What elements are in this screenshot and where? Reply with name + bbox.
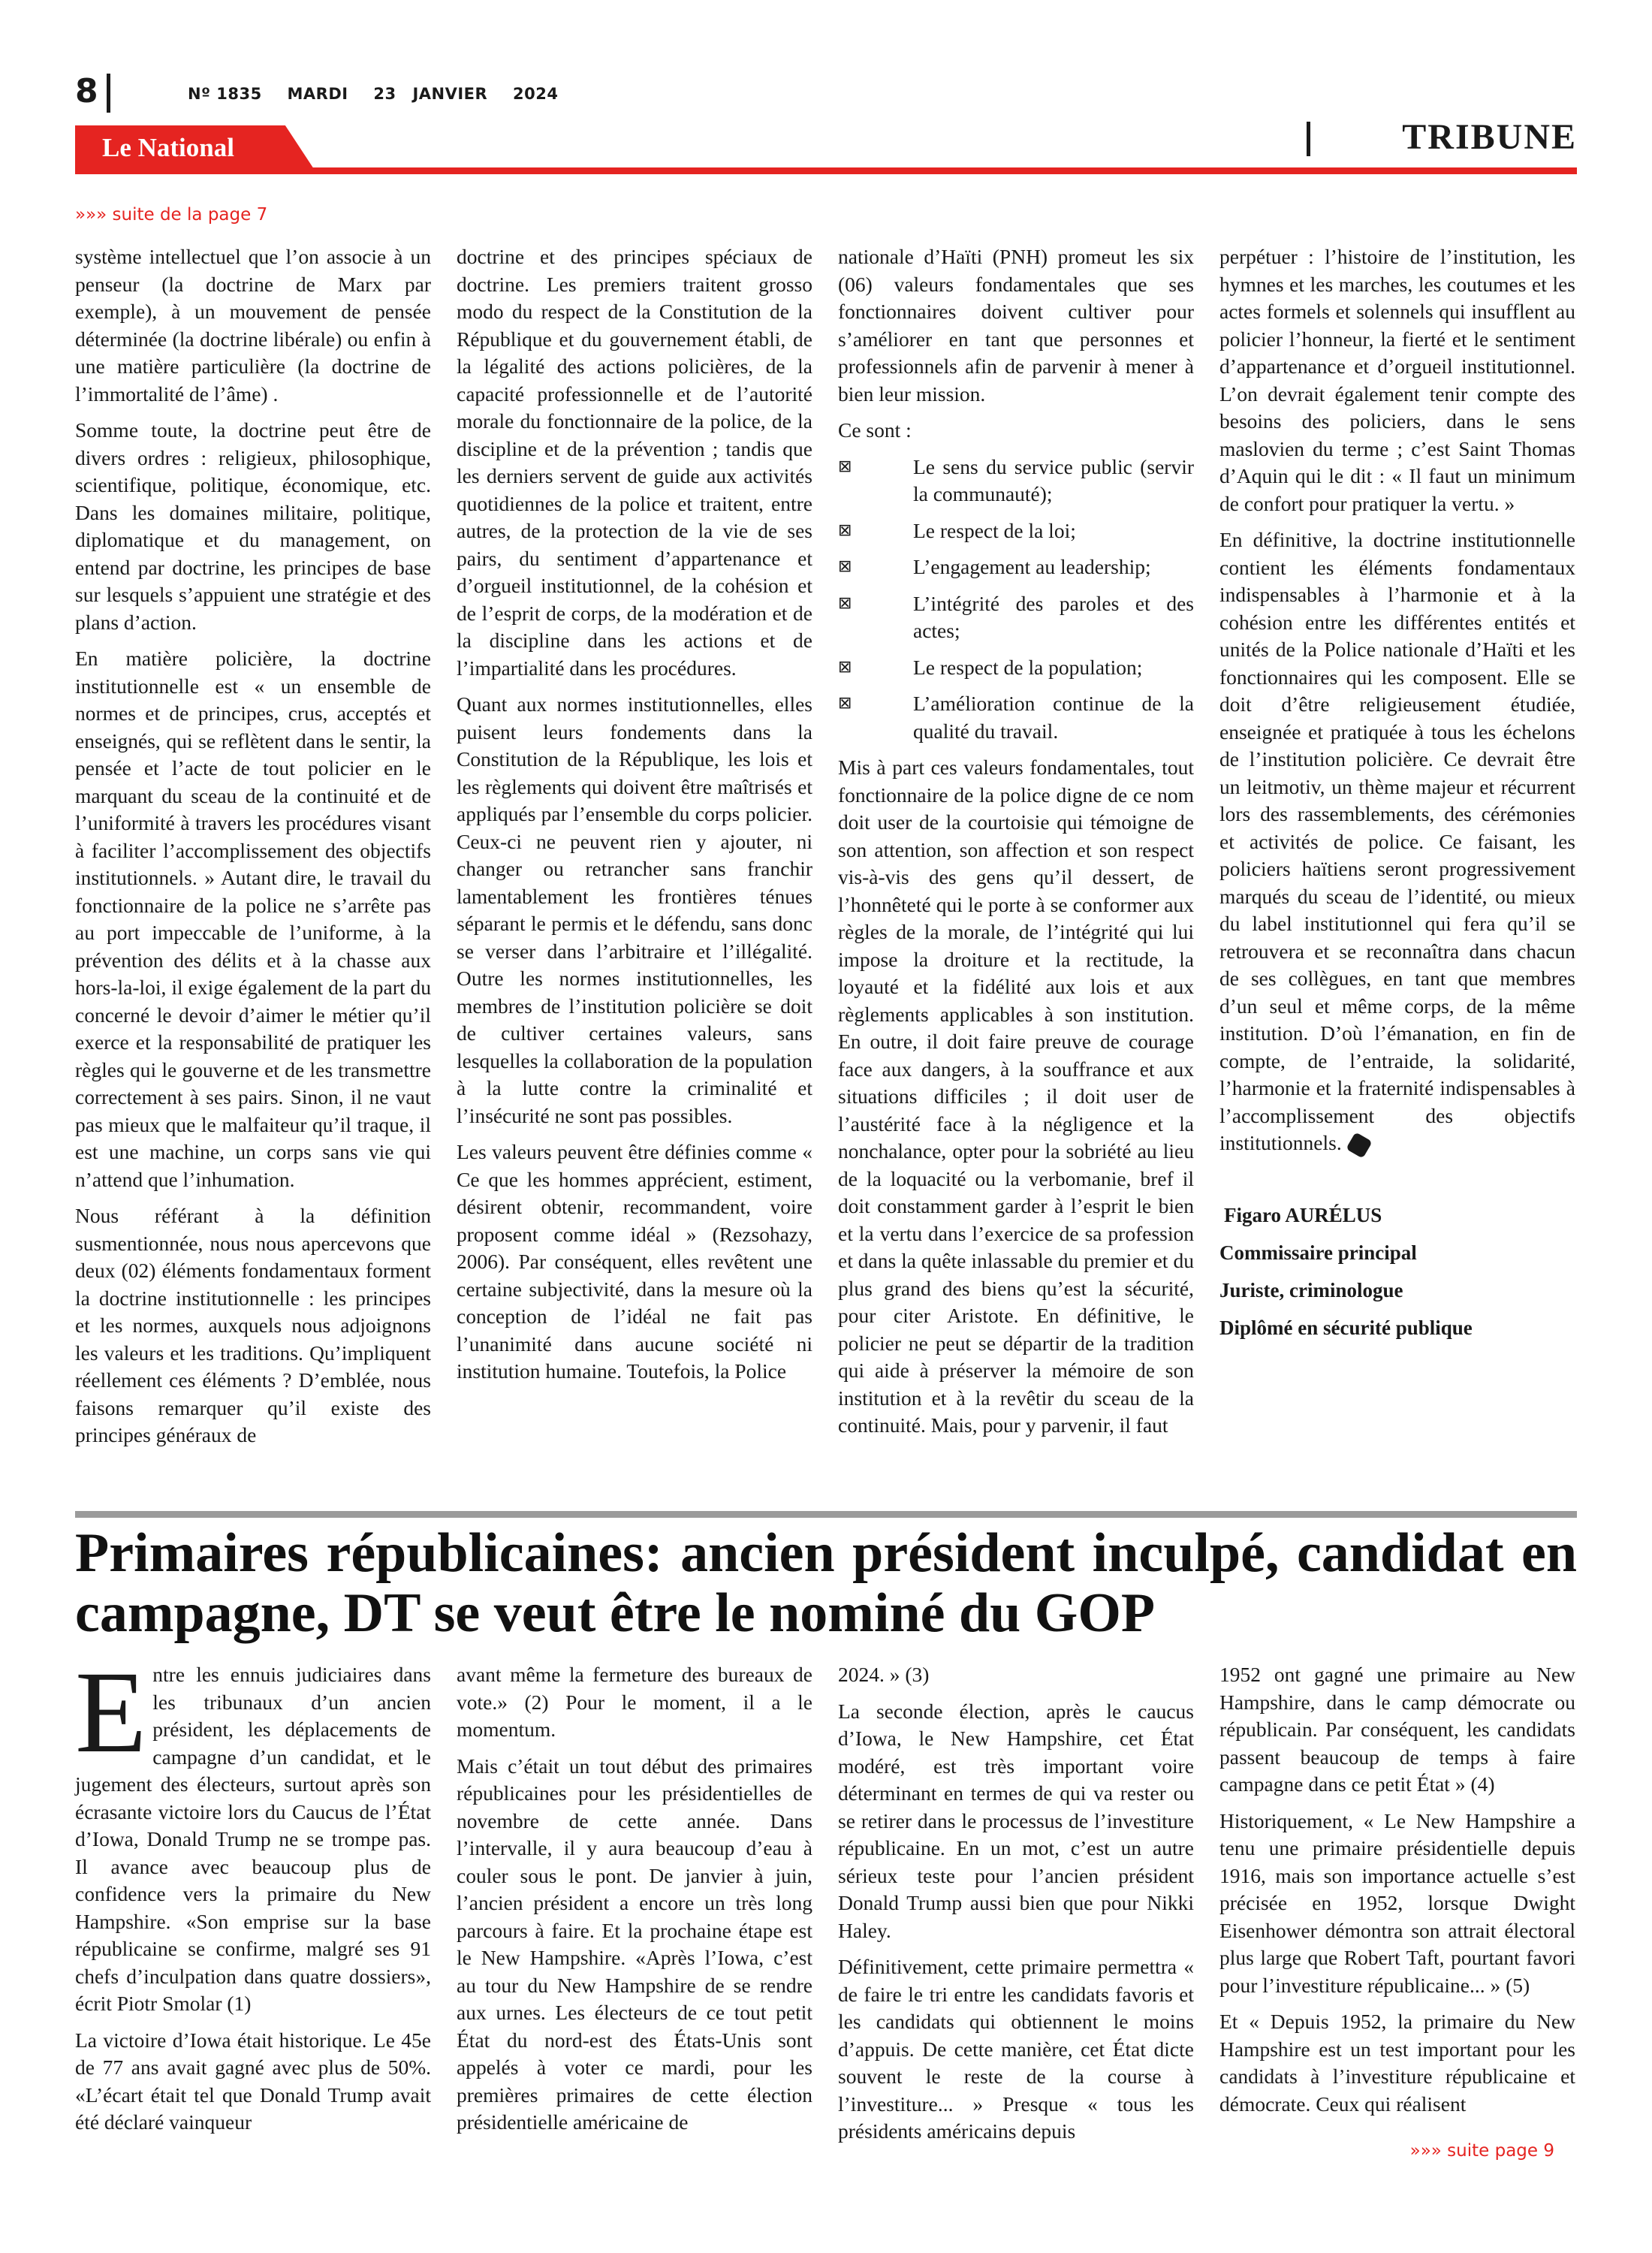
checkbox-bullet-icon: ⊠ bbox=[838, 593, 852, 613]
end-of-article-icon bbox=[1346, 1132, 1373, 1159]
list-item: ⊠ Le sens du service public (servir la communauté); bbox=[838, 454, 1194, 508]
header-rule bbox=[75, 167, 1577, 174]
paragraph: Historiquement, « Le New Hampshire a tenu une primaire présidentielle depuis 1916, mais son importance actuelle s’est précisée en 1952, lorsque Dwight Eisenhower démontra son attrait électoral plus large que Robert Taft, pourtant favori pour l’investiture républicaine... » (5) bbox=[1219, 1808, 1575, 1997]
article1-column-1 bbox=[75, 243, 431, 1458]
article2-column-4 bbox=[1219, 1661, 1575, 2127]
author-title: Diplômé en sécurité publique bbox=[1219, 1316, 1473, 1339]
author-name: Figaro AURÉLUS bbox=[1224, 1203, 1382, 1226]
paragraph: avant même la fermeture des bureaux de vote.» (2) Pour le moment, il a le momentum. bbox=[457, 1663, 812, 1741]
issue-number: Nº 1835 bbox=[188, 85, 262, 103]
paragraph: Nous référant à la définition susmentionnée, nous nous apercevons que deux (02) éléments fondamentaux forment la doctrine institutionnelle : les principes et les normes, auxquels nous adjoignons les valeurs et les traditions. Qu’impliquent réellement ces éléments ? D’emblée, nous faisons remarquer qu’il existe des principes généraux de bbox=[75, 1204, 431, 1446]
article1-column-4 bbox=[1219, 243, 1575, 1347]
list-item: ⊠ L’amélioration continue de la qualité du travail. bbox=[838, 690, 1194, 745]
paragraph: Définitivement, cette primaire permettra « de faire le tri entre les candidats favoris et les candidats qui obtiennent le moins d’appuis. De cette manière, cet État dicte souvent le reste de la course à l’investiture... » Presque « tous les présidents américains depuis bbox=[838, 1955, 1194, 2143]
paragraph: perpétuer : l’histoire de l’institution, les hymnes et les marches, les coutumes et les actes formels et solennels qui insufflent au policier l’honneur, la fierté et le sentiment d’appartenance et d’orgueil institutionnel. L’on devrait également tenir compte des besoins des policiers, dans le sens maslovien du terme ; c’est Saint Thomas d’Aquin qui le dit : « Il faut un minimum de confort pour pratiquer la vertu. » bbox=[1219, 245, 1575, 515]
issue-year: 2024 bbox=[512, 85, 559, 103]
article1-column-2 bbox=[457, 243, 812, 1395]
list-item: ⊠ Le respect de la population; bbox=[838, 654, 1194, 682]
list-item: ⊠ L’engagement au leadership; bbox=[838, 553, 1194, 581]
paragraph: Mais c’était un tout début des primaires républicaines pour les présidentielles de novembre de cette année. Dans l’intervalle, il y aura beaucoup d’eau à couler sous le pont. De janvier à juin, l’ancien président a encore un très long parcours à faire. Et la prochaine étape est le New Hampshire. «Après l’Iowa, c’est au tour du New Hampshire de se rendre aux urnes. Les électeurs de ce tout petit État du nord-est des États-Unis sont appelés à voter ce mardi, pour les premières primaires de cette élection présidentielle américaine de bbox=[457, 1754, 812, 2134]
article2-column-2 bbox=[457, 1661, 812, 2146]
paragraph: En définitive, la doctrine institutionnelle contient les éléments fondamentaux indispensables à l’harmonie et à la cohésion entre les différentes entités et unités de la Police nationale d’Haïti et les fonctionnaires qui les composent. Elle se doit d’être religieusement étudiée, enseignée et pratiquée à tous les échelons de l’institution policière. Ce devrait être un leitmotiv, un thème majeur et récurrent lors des rassemblements, des cérémonies et activités de police. Ce faisant, les policiers haïtiens seront progressivement marqués du sceau de l’identité, ou mieux du label institutionnel qui fera qu’il se retrouvera et se reconnaîtra dans chacun de ses collègues, en tant que membres d’un seul et même corps, de la même institution. D’où l’émanation, en fin de compte, de l’entraide, la solidarité, l’harmonie et la fraternité indispensables à l’accomplissement des objectifs institutionnels. bbox=[1219, 526, 1575, 1157]
paragraph: 1952 ont gagné une primaire au New Hampshire, dans le camp démocrate ou républicain. Par conséquent, les candidats passent beaucoup de temps à faire campagne dans ce petit État » (4) bbox=[1219, 1663, 1575, 1796]
paragraph: La seconde élection, après le caucus d’Iowa, le New Hampshire, cet État modéré, est très important voire déterminant en termes de qui va rester ou se retirer dans le processus de l’investiture républicaine. En un mot, c’est un autre sérieux teste pour l’ancien président Donald Trump aussi bien que pour Nikki Haley. bbox=[838, 1699, 1194, 1942]
article-divider bbox=[75, 1511, 1577, 1518]
paragraph: La victoire d’Iowa était historique. Le 45e de 77 ans avait gagné avec plus de 50%. «L’écart était tel que Donald Trump avait été déclaré vainqueur bbox=[75, 2028, 431, 2134]
paragraph: système intellectuel que l’on associe à un penseur (la doctrine de Marx par exemple), à un mouvement de pensée déterminée (la doctrine libérale) ou enfin à une matière particulière (la doctrine de l’immortalité de l’âme) . bbox=[75, 245, 431, 406]
section-label: TRIBUNE bbox=[1402, 117, 1577, 157]
issue-day: MARDI bbox=[287, 85, 348, 103]
list-item: ⊠ L’intégrité des paroles et des actes; bbox=[838, 590, 1194, 645]
author-title: Juriste, criminologue bbox=[1219, 1278, 1403, 1301]
paragraph: En matière policière, la doctrine institutionnelle est « un ensemble de normes et de principes, crus, acceptés et enseignés, qui se reflètent dans le sentir, la pensée et l’acte de tout policier en le marquant du sceau de la continuité et de l’uniformité à travers les procédures visant à faciliter l’accomplissement des objectifs institutionnels. » Autant dire, le travail du fonctionnaire de la police ne s’arrête pas au port impeccable de l’uniforme, à la prévention des délits et à la chasse aux hors-la-loi, il exige également de la part du concerné le devoir d’aimer le métier qu’il exerce et la responsabilité de pratiquer les règles qui le gouverne et de les transmettre correctement à ses pairs. Sinon, il ne vaut pas mieux que le malfaiteur qu’il traque, il est une machine, un corps sans vie qui n’attend que l’inhumation. bbox=[75, 647, 431, 1191]
issue-date: 23 bbox=[373, 85, 396, 103]
paragraph: Mis à part ces valeurs fondamentales, tout fonctionnaire de la police digne de ce nom doit user de la courtoisie qui témoigne de son attention, son affection et son respect vis-à-vis des gens qu’il dessert, de l’honnêteté qui le porte à se conformer aux règles de la morale, de l’intégrité qui lui impose la droiture et la rectitude, la loyauté et la fidélité aux lois et aux règlements applicables à son institution. En outre, il doit faire preuve de courage face aux dangers, à la souffrance et aux situations difficiles ; il doit user de l’austérité face à la négligence et la nonchalance, opter pour la sobriété au lieu de la loquacité ou la verbomanie, bref il doit constamment garder à l’esprit le bien et la vertu dans l’exercice de sa profession et dans la quête inlassable du premier et du plus grand des biens qu’est la sécurité, pour citer Aristote. En définitive, le policier ne peut se départir de la tradition qui aide à préserver la mémoire de son institution et à la revêtir du sceau de la continuité. Mais, pour y parvenir, il faut bbox=[838, 756, 1194, 1437]
paragraph: doctrine et des principes spéciaux de doctrine. Les premiers traitent grosso modo du respect de la Constitution de la République et du gouvernement établi, de la légalité des actions policières, de la capacité professionnelle et de l’autorité morale du fonctionnaire de la police, de la discipline et de la prévention ; tandis que les derniers servent de guide aux activités quotidiennes de la police et traitent, entre autres, de la protection de la vie de ses pairs, du sentiment d’appartenance et d’orgueil institutionnel, de la cohésion et de l’esprit de corps, de la modération et de la discipline dans les actions et de l’impartialité dans les procédures. bbox=[457, 245, 812, 680]
checkbox-bullet-icon: ⊠ bbox=[838, 520, 852, 540]
checkbox-bullet-icon: ⊠ bbox=[838, 657, 852, 677]
issue-month: JANVIER bbox=[412, 85, 488, 103]
list-item: ⊠ Le respect de la loi; bbox=[838, 517, 1194, 545]
paragraph: Quant aux normes institutionnelles, elles puisent leurs fondements dans la Constitution de la République, les lois et les règlements qui doivent être maîtrisés et appliqués par l’ensemble du corps policier. Ceux-ci ne peuvent rien y ajouter, ni changer ou retrancher sans franchir lamentablement les frontières ténues séparant le permis et le défendu, sans donc se verser dans l’arbitraire et l’illégalité. Outre les normes institutionnelles, les membres de l’institution policière se doit de cultiver certaines valeurs, sans lesquelles la collaboration de la population à la lutte contre la criminalité et l’insécurité ne sont pas possibles. bbox=[457, 692, 812, 1127]
paragraph: Et « Depuis 1952, la primaire du New Hampshire est un test important pour les candidats à l’investiture républicaine et démocrate. Ceux qui réalisent bbox=[1219, 2010, 1575, 2116]
paragraph: Entre les ennuis judiciaires dans les tribunaux d’un ancien président, les déplacements de campagne d’un candidat, et le jugement des électeurs, surtout après son écrasante victoire lors du Caucus de l’État d’Iowa, Donald Trump ne se trompe pas. Il avance avec beaucoup plus de confidence vers la primaire du New Hampshire. «Son emprise sur la base républicaine se confirme, malgré ses 91 chefs d’inculpation dans quatre dossiers», écrit Piotr Smolar (1) bbox=[75, 1647, 431, 2015]
paragraph: Somme toute, la doctrine peut être de divers ordres : religieux, philosophique, scientifique, politique, économique, etc. Dans les domaines militaire, politique, diplomatique et du management, on entend par doctrine, les principes de base sur lesquels s’appuient une stratégie et des plans d’action. bbox=[75, 418, 431, 634]
article1-column-3 bbox=[838, 243, 1194, 1449]
checkbox-bullet-icon: ⊠ bbox=[838, 557, 852, 576]
continued-to-note: »»» suite page 9 bbox=[1409, 2141, 1554, 2161]
paragraph: 2024. » (3) bbox=[838, 1663, 930, 1686]
header-divider bbox=[107, 74, 110, 113]
checkbox-bullet-icon: ⊠ bbox=[838, 457, 852, 476]
author-signature bbox=[1219, 1196, 1575, 1347]
paragraph: nationale d’Haïti (PNH) promeut les six (06) valeurs fondamentales que ses fonctionnaires doivent cultiver pour s’améliorer en tant que personnes et professionnels afin de parvenir à mener à bien leur mission. bbox=[838, 245, 1194, 406]
paragraph: Les valeurs peuvent être définies comme « Ce que les hommes apprécient, estiment, désirent obtenir, recommandent, voire proposent comme idéal » (Rezsohazy, 2006). Par conséquent, elles revêtent une certaine subjectivité, dans la mesure où la conception de l’idéal ne fait pas l’unanimité dans aucune société ni institution humaine. Toutefois, la Police bbox=[457, 1140, 812, 1383]
continued-from-note: »»» suite de la page 7 bbox=[75, 205, 268, 225]
checkbox-bullet-icon: ⊠ bbox=[838, 694, 852, 713]
author-title: Commissaire principal bbox=[1219, 1241, 1417, 1264]
section-divider bbox=[1307, 122, 1310, 156]
article2-column-3 bbox=[838, 1661, 1194, 2155]
brand-name: Le National bbox=[102, 133, 234, 162]
drop-cap: E bbox=[75, 1647, 147, 1777]
article2-column-1 bbox=[75, 1647, 431, 2146]
page-number: 8 bbox=[75, 72, 98, 110]
article2-headline: Primaires républicaines: ancien président inculpé, candidat en campagne, DT se veut être le nominé du GOP bbox=[75, 1522, 1577, 1644]
issue-info bbox=[188, 84, 577, 104]
paragraph: Ce sont : bbox=[838, 418, 912, 442]
